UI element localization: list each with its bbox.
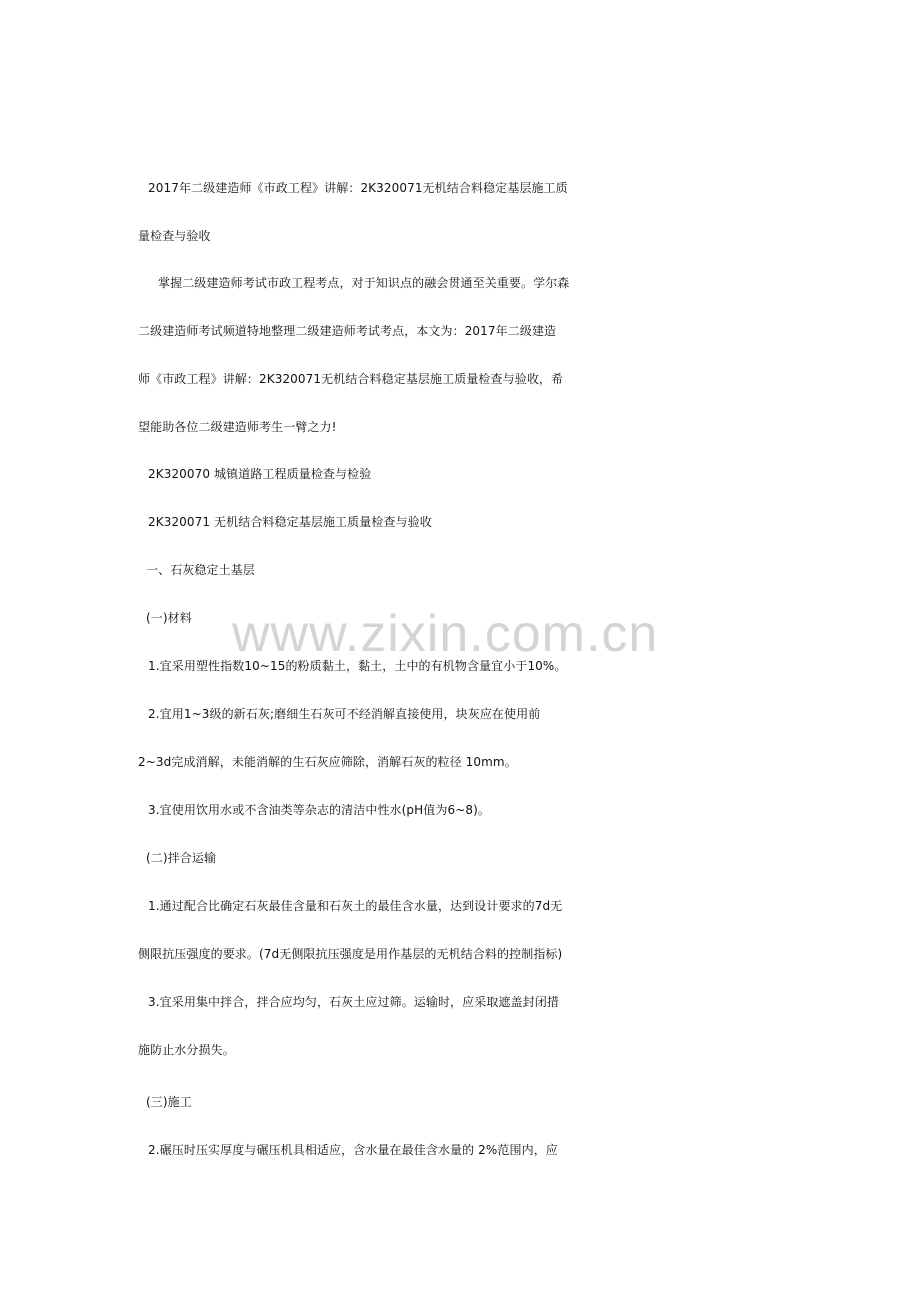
mixing-item-3-line-2: 施防止水分损失。	[138, 1043, 235, 1057]
document-title-line-2: 量检查与验收	[138, 229, 211, 243]
construction-heading: (三)施工	[146, 1095, 192, 1109]
mixing-heading: (二)拌合运输	[146, 851, 217, 865]
section-heading: 2K320070 城镇道路工程质量检查与检验	[148, 467, 372, 481]
materials-item-1: 1.宜采用塑性指数10~15的粉质黏土，黏土，土中的有机物含量宜小于10%。	[148, 659, 567, 673]
mixing-item-3-line-1: 3.宜采用集中拌合，拌合应均匀，石灰土应过筛。运输时，应采取遮盖封闭措	[148, 995, 559, 1009]
subsection-heading: 2K320071 无机结合料稳定基层施工质量检查与验收	[148, 515, 432, 529]
part-heading: 一、石灰稳定土基层	[146, 563, 255, 577]
intro-paragraph-line-3: 师《市政工程》讲解：2K320071无机结合料稳定基层施工质量检查与验收，希	[138, 372, 564, 386]
intro-paragraph-line-4: 望能助各位二级建造师考生一臂之力!	[138, 420, 337, 434]
intro-paragraph-line-1: 掌握二级建造师考试市政工程考点，对于知识点的融会贯通至关重要。学尔森	[158, 276, 570, 290]
materials-item-2-line-1: 2.宜用1~3级的新石灰;磨细生石灰可不经消解直接使用，块灰应在使用前	[148, 707, 541, 721]
mixing-item-1-line-2: 侧限抗压强度的要求。(7d无侧限抗压强度是用作基层的无机结合料的控制指标)	[138, 947, 563, 961]
mixing-item-1-line-1: 1.通过配合比确定石灰最佳含量和石灰土的最佳含水量，达到设计要求的7d无	[148, 899, 563, 913]
intro-paragraph-line-2: 二级建造师考试频道特地整理二级建造师考试考点，本文为：2017年二级建造	[138, 324, 557, 338]
materials-item-3: 3.宜使用饮用水或不含油类等杂志的清洁中性水(pH值为6~8)。	[148, 803, 490, 817]
construction-item-2-line-1: 2.碾压时压实厚度与碾压机具相适应，含水量在最佳含水量的 2%范围内，应	[148, 1143, 558, 1157]
materials-item-2-line-2: 2~3d完成消解，未能消解的生石灰应筛除，消解石灰的粒径 10mm。	[138, 755, 517, 769]
document-title-line-1: 2017年二级建造师《市政工程》讲解：2K320071无机结合料稳定基层施工质	[148, 181, 568, 195]
materials-heading: (一)材料	[146, 611, 192, 625]
watermark: www.zixin.com.cn	[232, 605, 659, 663]
